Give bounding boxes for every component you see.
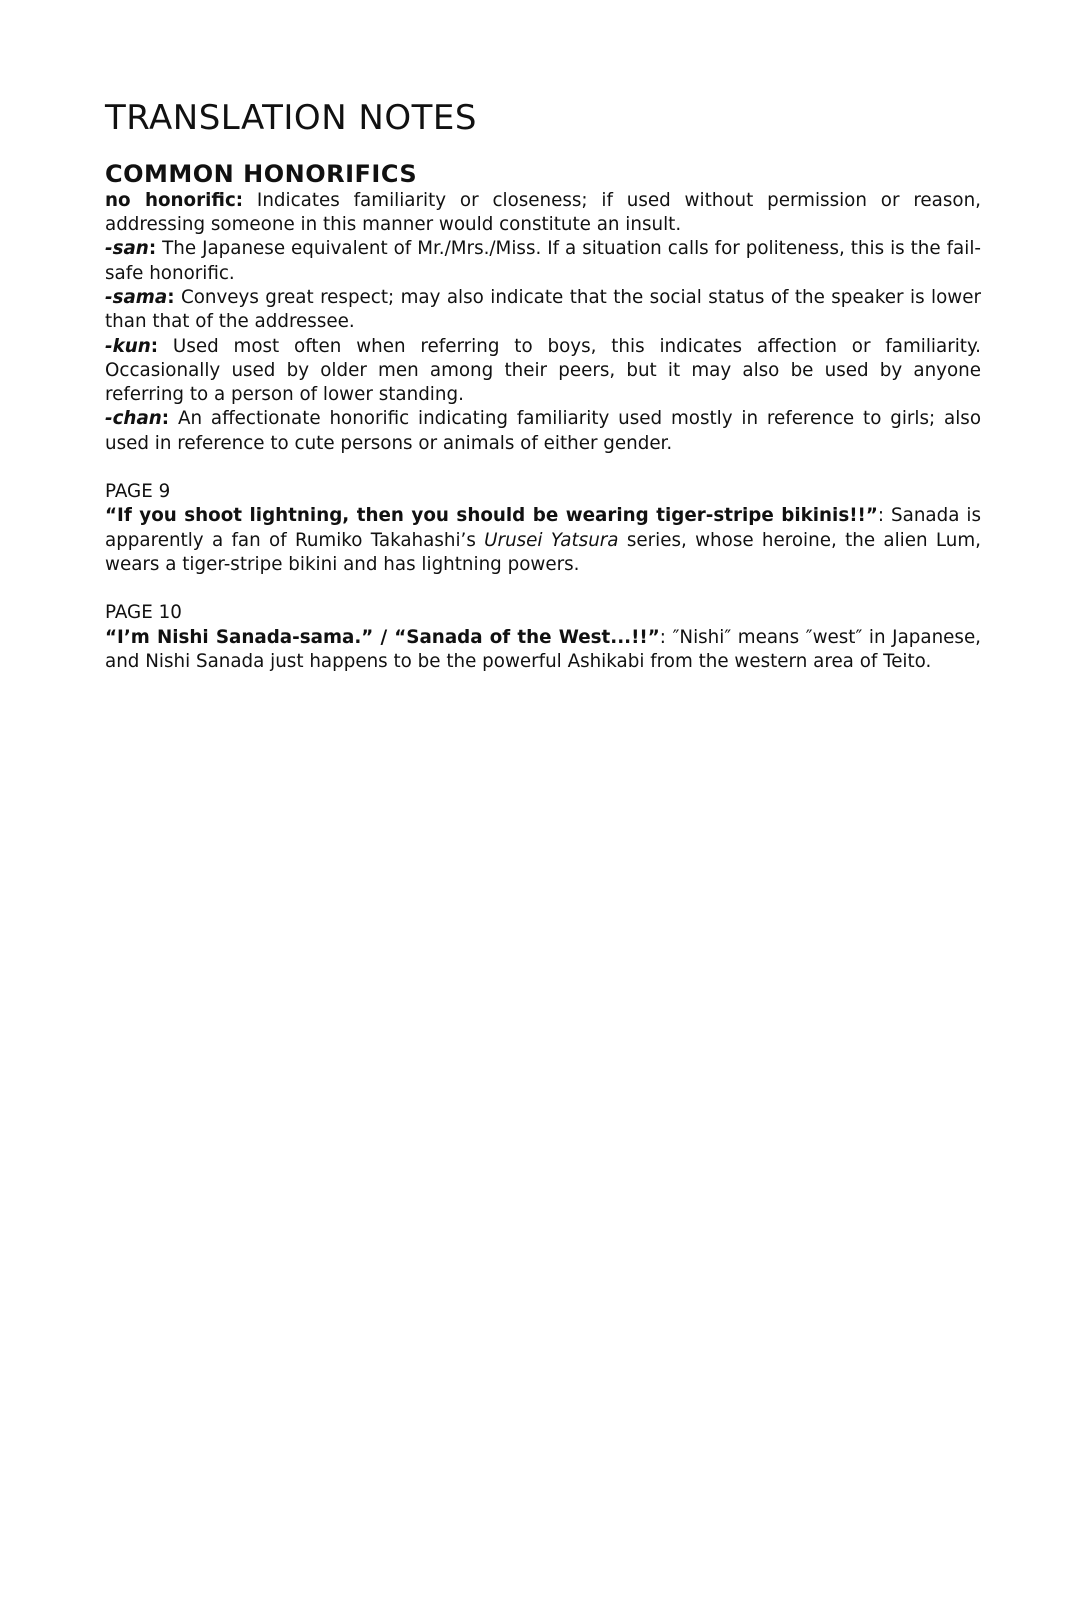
- note-text-after: series, whose heroine, the alien Lum, wears a tiger-stripe bikini and has lightning powers.: [105, 529, 981, 575]
- honorific-term: -chan: [105, 408, 162, 430]
- note-text-before: : Sanada is apparently a fan of Rumiko Takahashi’s: [105, 505, 981, 551]
- note-page-9: [105, 480, 981, 577]
- honorific-term: -san: [105, 238, 149, 260]
- translation-notes-page: [105, 100, 981, 674]
- honorifics-section: [105, 161, 981, 456]
- honorific-entry-san: [105, 237, 981, 286]
- honorific-definition: Used most often when referring to boys, this indicates affection or familiarity. Occasionally used by older men among their peers, but it may also be used by anyone referring to a person of lower standing.: [105, 335, 981, 406]
- honorific-colon: :: [150, 335, 159, 357]
- honorific-entry-none: [105, 189, 981, 238]
- page-label: PAGE 10: [105, 602, 182, 624]
- honorific-colon: :: [235, 189, 244, 211]
- honorific-colon: :: [148, 238, 157, 260]
- page-title: TRANSLATION NOTES: [105, 98, 477, 138]
- honorific-term: no honorific: [105, 189, 236, 211]
- honorific-term: -sama: [105, 286, 168, 308]
- honorific-term: -kun: [105, 335, 151, 357]
- note-page-10: [105, 601, 981, 674]
- honorific-definition: The Japanese equivalent of Mr./Mrs./Miss. If a situation calls for politeness, this is the fail-safe honorific.: [105, 238, 981, 284]
- note-quote: “If you shoot lightning, then you should be wearing tiger-stripe bikinis!!”: [105, 505, 878, 527]
- honorific-entry-chan: [105, 407, 981, 456]
- honorific-definition: An affectionate honorific indicating familiarity used mostly in reference to girls; also used in reference to cute persons or animals of either gender.: [105, 408, 981, 454]
- note-text: [105, 626, 981, 675]
- honorific-colon: :: [161, 408, 170, 430]
- honorific-colon: :: [167, 286, 175, 308]
- note-text-before: : ″Nishi″ means ″west″ in Japanese, and Nishi Sanada just happens to be the powerful Ashikabi from the western area of Teito.: [105, 626, 981, 672]
- note-quote: “I’m Nishi Sanada-sama.” / “Sanada of the West...!!”: [105, 626, 660, 648]
- honorifics-heading: COMMON HONORIFICS: [105, 160, 418, 189]
- honorific-entry-kun: [105, 335, 981, 408]
- note-text: [105, 504, 981, 577]
- honorific-definition: Conveys great respect; may also indicate that the social status of the speaker is lower than that of the addressee.: [105, 286, 981, 333]
- note-italic-title: Urusei Yatsura: [484, 529, 619, 551]
- page-label: PAGE 9: [105, 481, 171, 503]
- honorific-definition: Indicates familiarity or closeness; if used without permission or reason, addressing someone in this manner would constitute an insult.: [105, 189, 981, 236]
- honorific-entry-sama: [105, 286, 981, 335]
